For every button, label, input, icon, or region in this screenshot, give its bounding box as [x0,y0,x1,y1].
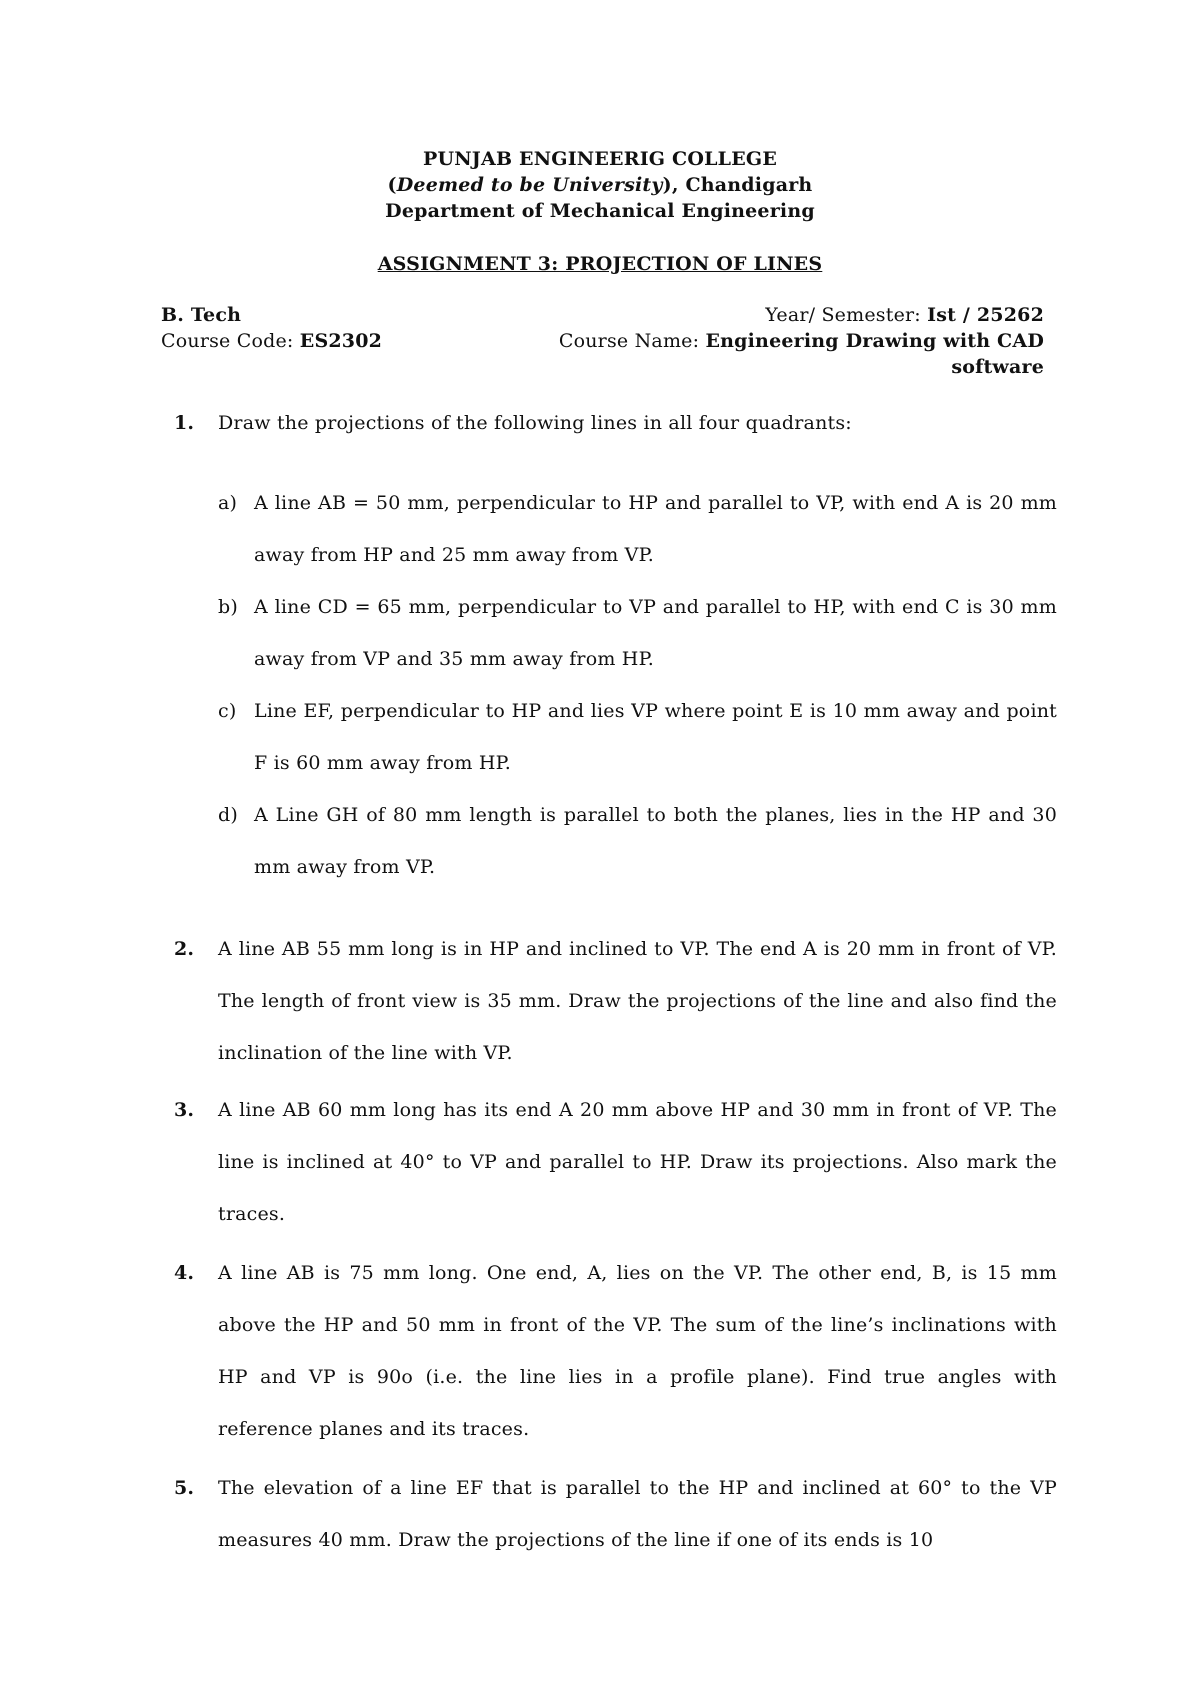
year-semester-value: Ist / 25262 [927,304,1044,326]
question-number: 5. [174,1477,195,1499]
course-name-value: Engineering Drawing with CAD [705,330,1044,352]
subquestion-a [218,477,1057,581]
question-text: A line AB 55 mm long is in HP and inclined to VP. The end A is 20 mm in front of VP. The length of front view is 35 mm. Draw the projections of the line and also find the inclination of the line with VP. [218,938,1057,1064]
question-5 [174,1462,1057,1566]
college-name: PUNJAB ENGINEERIG COLLEGE [422,148,778,170]
year-semester: Year/ Semester: Ist / 25262 [765,304,1044,326]
subquestion-label: a) [218,492,238,514]
question-2 [174,923,1057,1079]
question-text: A line AB 60 mm long has its end A 20 mm above HP and 30 mm in front of VP. The line is inclined at 40° to VP and parallel to HP. Draw its projections. Also mark the traces. [218,1099,1057,1225]
document-header [0,146,1200,224]
course-name-value-cont: software [951,356,1044,378]
meta-row-2 [161,330,1044,356]
program-label: B. Tech [161,304,242,326]
question-number: 2. [174,938,195,960]
subquestion-b [218,581,1057,685]
question-3 [174,1084,1057,1240]
subquestion-text: A line AB = 50 mm, perpendicular to HP and parallel to VP, with end A is 20 mm away from HP and 25 mm away from VP. [254,492,1057,566]
question-text: A line AB is 75 mm long. One end, A, lies on the VP. The other end, B, is 15 mm above the HP and 50 mm in front of the VP. The sum of the line’s inclinations with HP and VP is 90o (i.e. the line lies in a profile plane). Find true angles with reference planes and its traces. [218,1262,1057,1440]
course-name: Course Name: Engineering Drawing with CAD [558,330,1044,352]
question-number: 1. [174,412,195,434]
subquestion-text: A line CD = 65 mm, perpendicular to VP and parallel to HP, with end C is 30 mm away from VP and 35 mm away from HP. [254,596,1057,670]
course-code-value: ES2302 [299,330,383,352]
subquestion-label: b) [218,596,238,618]
meta-row-1 [161,304,1044,330]
question-number: 4. [174,1262,195,1284]
department-name: Department of Mechanical Engineering [385,200,815,222]
university-status: (Deemed to be University), Chandigarh [387,174,813,196]
subquestion-text: Line EF, perpendicular to HP and lies VP where point E is 10 mm away and point F is 60 mm away from HP. [254,700,1057,774]
question-4 [174,1247,1057,1455]
subquestion-text: A Line GH of 80 mm length is parallel to both the planes, lies in the HP and 30 mm away from VP. [254,804,1057,878]
subquestion-d [218,789,1057,893]
course-code: Course Code: ES2302 [161,330,383,352]
subquestion-label: c) [218,700,237,722]
question-number: 3. [174,1099,195,1121]
subquestion-label: d) [218,804,238,826]
subquestion-c [218,685,1057,789]
question-1 [174,397,1057,449]
question-text: Draw the projections of the following lines in all four quadrants: [218,412,852,434]
meta-row-3 [161,356,1044,382]
assignment-title: ASSIGNMENT 3: PROJECTION OF LINES [377,253,823,275]
question-text: The elevation of a line EF that is parallel to the HP and inclined at 60° to the VP measures 40 mm. Draw the projections of the line if one of its ends is 10 [218,1477,1057,1551]
deemed-text: Deemed to be University [396,174,663,196]
